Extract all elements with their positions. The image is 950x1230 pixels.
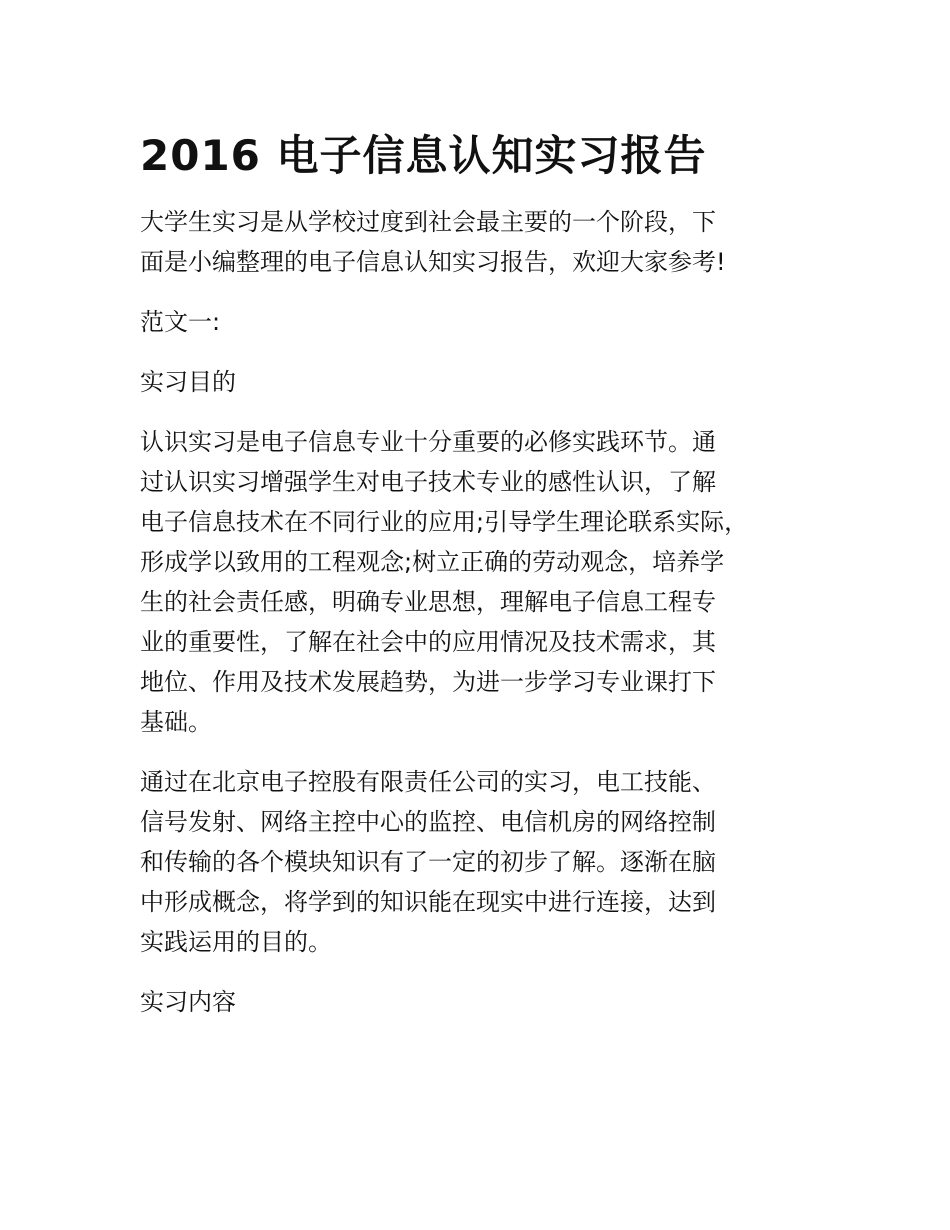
practice-line: 实践运用的目的。: [140, 928, 332, 956]
purpose-line: 地位、作用及技术发展趋势，为进一步学习专业课打下: [140, 668, 716, 696]
purpose-line: 电子信息技术在不同行业的应用;引导学生理论联系实际，: [140, 508, 749, 536]
intro-line: 大学生实习是从学校过度到社会最主要的一个阶段，下: [140, 208, 716, 236]
practice-line: 中形成概念，将学到的知识能在现实中进行连接，达到: [140, 888, 716, 916]
practice-line: 通过在北京电子控股有限责任公司的实习，电工技能、: [140, 768, 716, 796]
section-heading-purpose: 实习目的: [140, 368, 236, 396]
document-title: 2016 电子信息认知实习报告: [140, 131, 707, 180]
section-heading-content: 实习内容: [140, 988, 236, 1016]
sample-label: 范文一:: [140, 308, 221, 336]
intro-line: 面是小编整理的电子信息认知实习报告，欢迎大家参考!: [140, 248, 726, 276]
purpose-line: 基础。: [140, 708, 212, 736]
practice-line: 和传输的各个模块知识有了一定的初步了解。逐渐在脑: [140, 848, 716, 876]
purpose-line: 业的重要性，了解在社会中的应用情况及技术需求，其: [140, 628, 716, 656]
intro-paragraph: [140, 202, 830, 282]
purpose-line: 形成学以致用的工程观念;树立正确的劳动观念，培养学: [140, 548, 725, 576]
practice-line: 信号发射、网络主控中心的监控、电信机房的网络控制: [140, 808, 716, 836]
purpose-line: 过认识实习增强学生对电子技术专业的感性认识，了解: [140, 468, 716, 496]
purpose-paragraph: [140, 422, 830, 742]
practice-paragraph: [140, 762, 830, 962]
purpose-line: 认识实习是电子信息专业十分重要的必修实践环节。通: [140, 428, 716, 456]
document-page: [140, 128, 830, 1022]
purpose-line: 生的社会责任感，明确专业思想，理解电子信息工程专: [140, 588, 716, 616]
